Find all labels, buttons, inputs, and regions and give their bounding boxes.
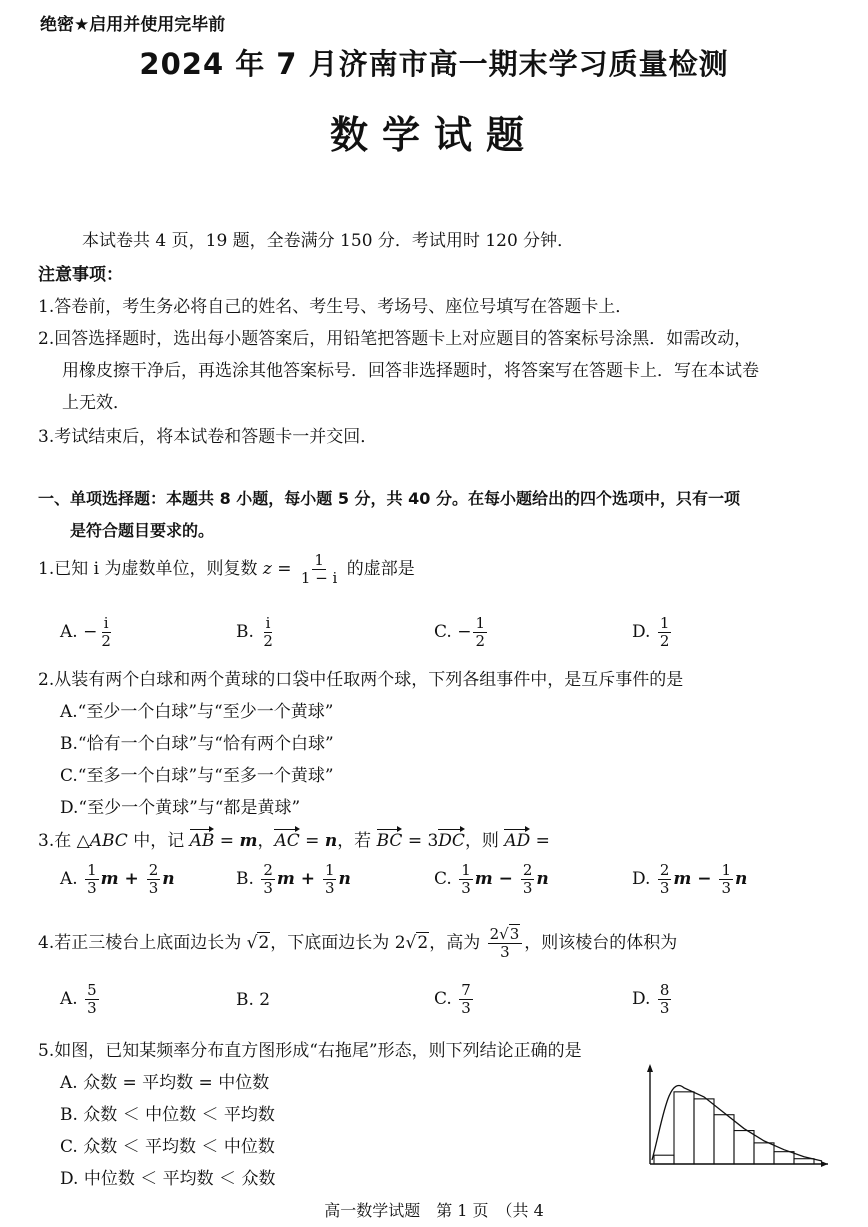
- histogram-bar: [674, 1092, 694, 1164]
- histogram-bar: [714, 1115, 734, 1164]
- histogram-bar: [654, 1155, 674, 1164]
- q5-option-c: C. 众数 ＜ 平均数 ＜ 中位数: [60, 1137, 275, 1157]
- histogram-bar: [774, 1152, 794, 1164]
- histogram-bar: [694, 1099, 714, 1164]
- histogram-curve: [652, 1085, 822, 1161]
- q1-option-a: A. − $\frac{i}{2}$: [60, 614, 111, 650]
- q2-option-b: B.“恰有一个白球”与“恰有两个白球”: [60, 734, 334, 754]
- q2-option-c: C.“至多一个白球”与“至多一个黄球”: [60, 766, 334, 786]
- note-2-line-2: 用橡皮擦干净后，再选涂其他答案标号．回答非选择题时，将答案写在答题卡上．写在本试卷: [62, 361, 759, 381]
- question-4-stem: 4.若正三棱台上底面边长为 √2，下底面边长为 2√2，高为 $\frac{2√3}{3}$ ，则该棱台的体积为: [38, 925, 678, 961]
- histogram-bar: [794, 1159, 814, 1164]
- section-heading-line-1: 一、单项选择题：本题共 8 小题，每小题 5 分，共 40 分。在每小题给出的四个选项中，只有一项: [38, 489, 740, 508]
- question-3-stem: 3.在 △ABC 中，记 AB = m，AC = n，若 BC = 3DC，则 AD =: [38, 831, 550, 851]
- histogram-figure: [640, 1062, 832, 1172]
- q5-option-a: A. 众数 = 平均数 = 中位数: [60, 1073, 270, 1093]
- q3-option-a: A. $\frac{1}{3}$ m + $\frac{2}{3}$ n: [60, 861, 175, 897]
- note-1: 1.答卷前，考生务必将自己的姓名、考生号、考场号、座位号填写在答题卡上．: [38, 297, 633, 317]
- histogram-bar: [754, 1143, 774, 1164]
- q1-option-d: D. $\frac{1}{2}$: [632, 614, 670, 650]
- confidential-label: 绝密★启用并使用完毕前: [40, 15, 226, 35]
- question-5-stem: 5.如图，已知某频率分布直方图形成“右拖尾”形态，则下列结论正确的是: [38, 1041, 582, 1061]
- q1-option-c: C. − $\frac{1}{2}$: [434, 614, 485, 650]
- exam-title: 2024 年 7 月济南市高一期末学习质量检测: [139, 47, 729, 81]
- q2-option-d: D.“至少一个黄球”与“都是黄球”: [60, 798, 301, 818]
- histogram-bar: [734, 1131, 754, 1164]
- q4-option-d: D. $\frac{8}{3}$: [632, 981, 670, 1017]
- vector-ad: AD: [504, 831, 531, 851]
- q3-option-c: C. $\frac{1}{3}$ m − $\frac{2}{3}$ n: [434, 861, 549, 897]
- notes-heading: 注意事项：: [38, 265, 123, 285]
- note-2-line-3: 上无效．: [62, 393, 130, 413]
- section-heading-line-2: 是符合题目要求的。: [70, 521, 215, 540]
- vector-ab: AB: [189, 831, 215, 851]
- q3-option-d: D. $\frac{2}{3}$ m − $\frac{1}{3}$ n: [632, 861, 748, 897]
- question-1-stem: 1.已知 i 为虚数单位，则复数 z = $\frac{1}{1 - i}$ 的虚部是: [38, 551, 415, 587]
- q5-option-d: D. 中位数 ＜ 平均数 ＜ 众数: [60, 1169, 276, 1189]
- vector-bc: BC: [376, 831, 403, 851]
- q4-option-a: A. $\frac{5}{3}$: [60, 981, 97, 1017]
- note-2-line-1: 2.回答选择题时，选出每小题答案后，用铅笔把答题卡上对应题目的答案标号涂黑．如需改动，: [38, 329, 752, 349]
- q1-option-b: B. $\frac{i}{2}$: [236, 614, 273, 650]
- vector-dc: DC: [438, 831, 465, 851]
- q4-option-b: B. 2: [236, 990, 271, 1010]
- intro-text: 本试卷共 4 页，19 题，全卷满分 150 分．考试用时 120 分钟．: [82, 231, 575, 251]
- note-3: 3.考试结束后，将本试卷和答题卡一并交回．: [38, 427, 378, 447]
- exam-subject: 数学试题: [329, 113, 538, 157]
- q4-option-c: C. $\frac{7}{3}$: [434, 981, 471, 1017]
- question-2-stem: 2.从装有两个白球和两个黄球的口袋中任取两个球，下列各组事件中，是互斥事件的是: [38, 670, 684, 690]
- page-footer: 高一数学试题 第 1 页 （共 4: [324, 1201, 544, 1220]
- q5-option-b: B. 众数 ＜ 中位数 ＜ 平均数: [60, 1105, 275, 1125]
- q4-height-fraction: $\frac{2√3}{3}$: [488, 926, 523, 961]
- q1-fraction: $\frac{1}{1 - i}$: [300, 551, 338, 587]
- vector-ac: AC: [274, 831, 300, 851]
- q2-option-a: A.“至少一个白球”与“至少一个黄球”: [60, 702, 334, 722]
- q3-option-b: B. $\frac{2}{3}$ m + $\frac{1}{3}$ n: [236, 861, 351, 897]
